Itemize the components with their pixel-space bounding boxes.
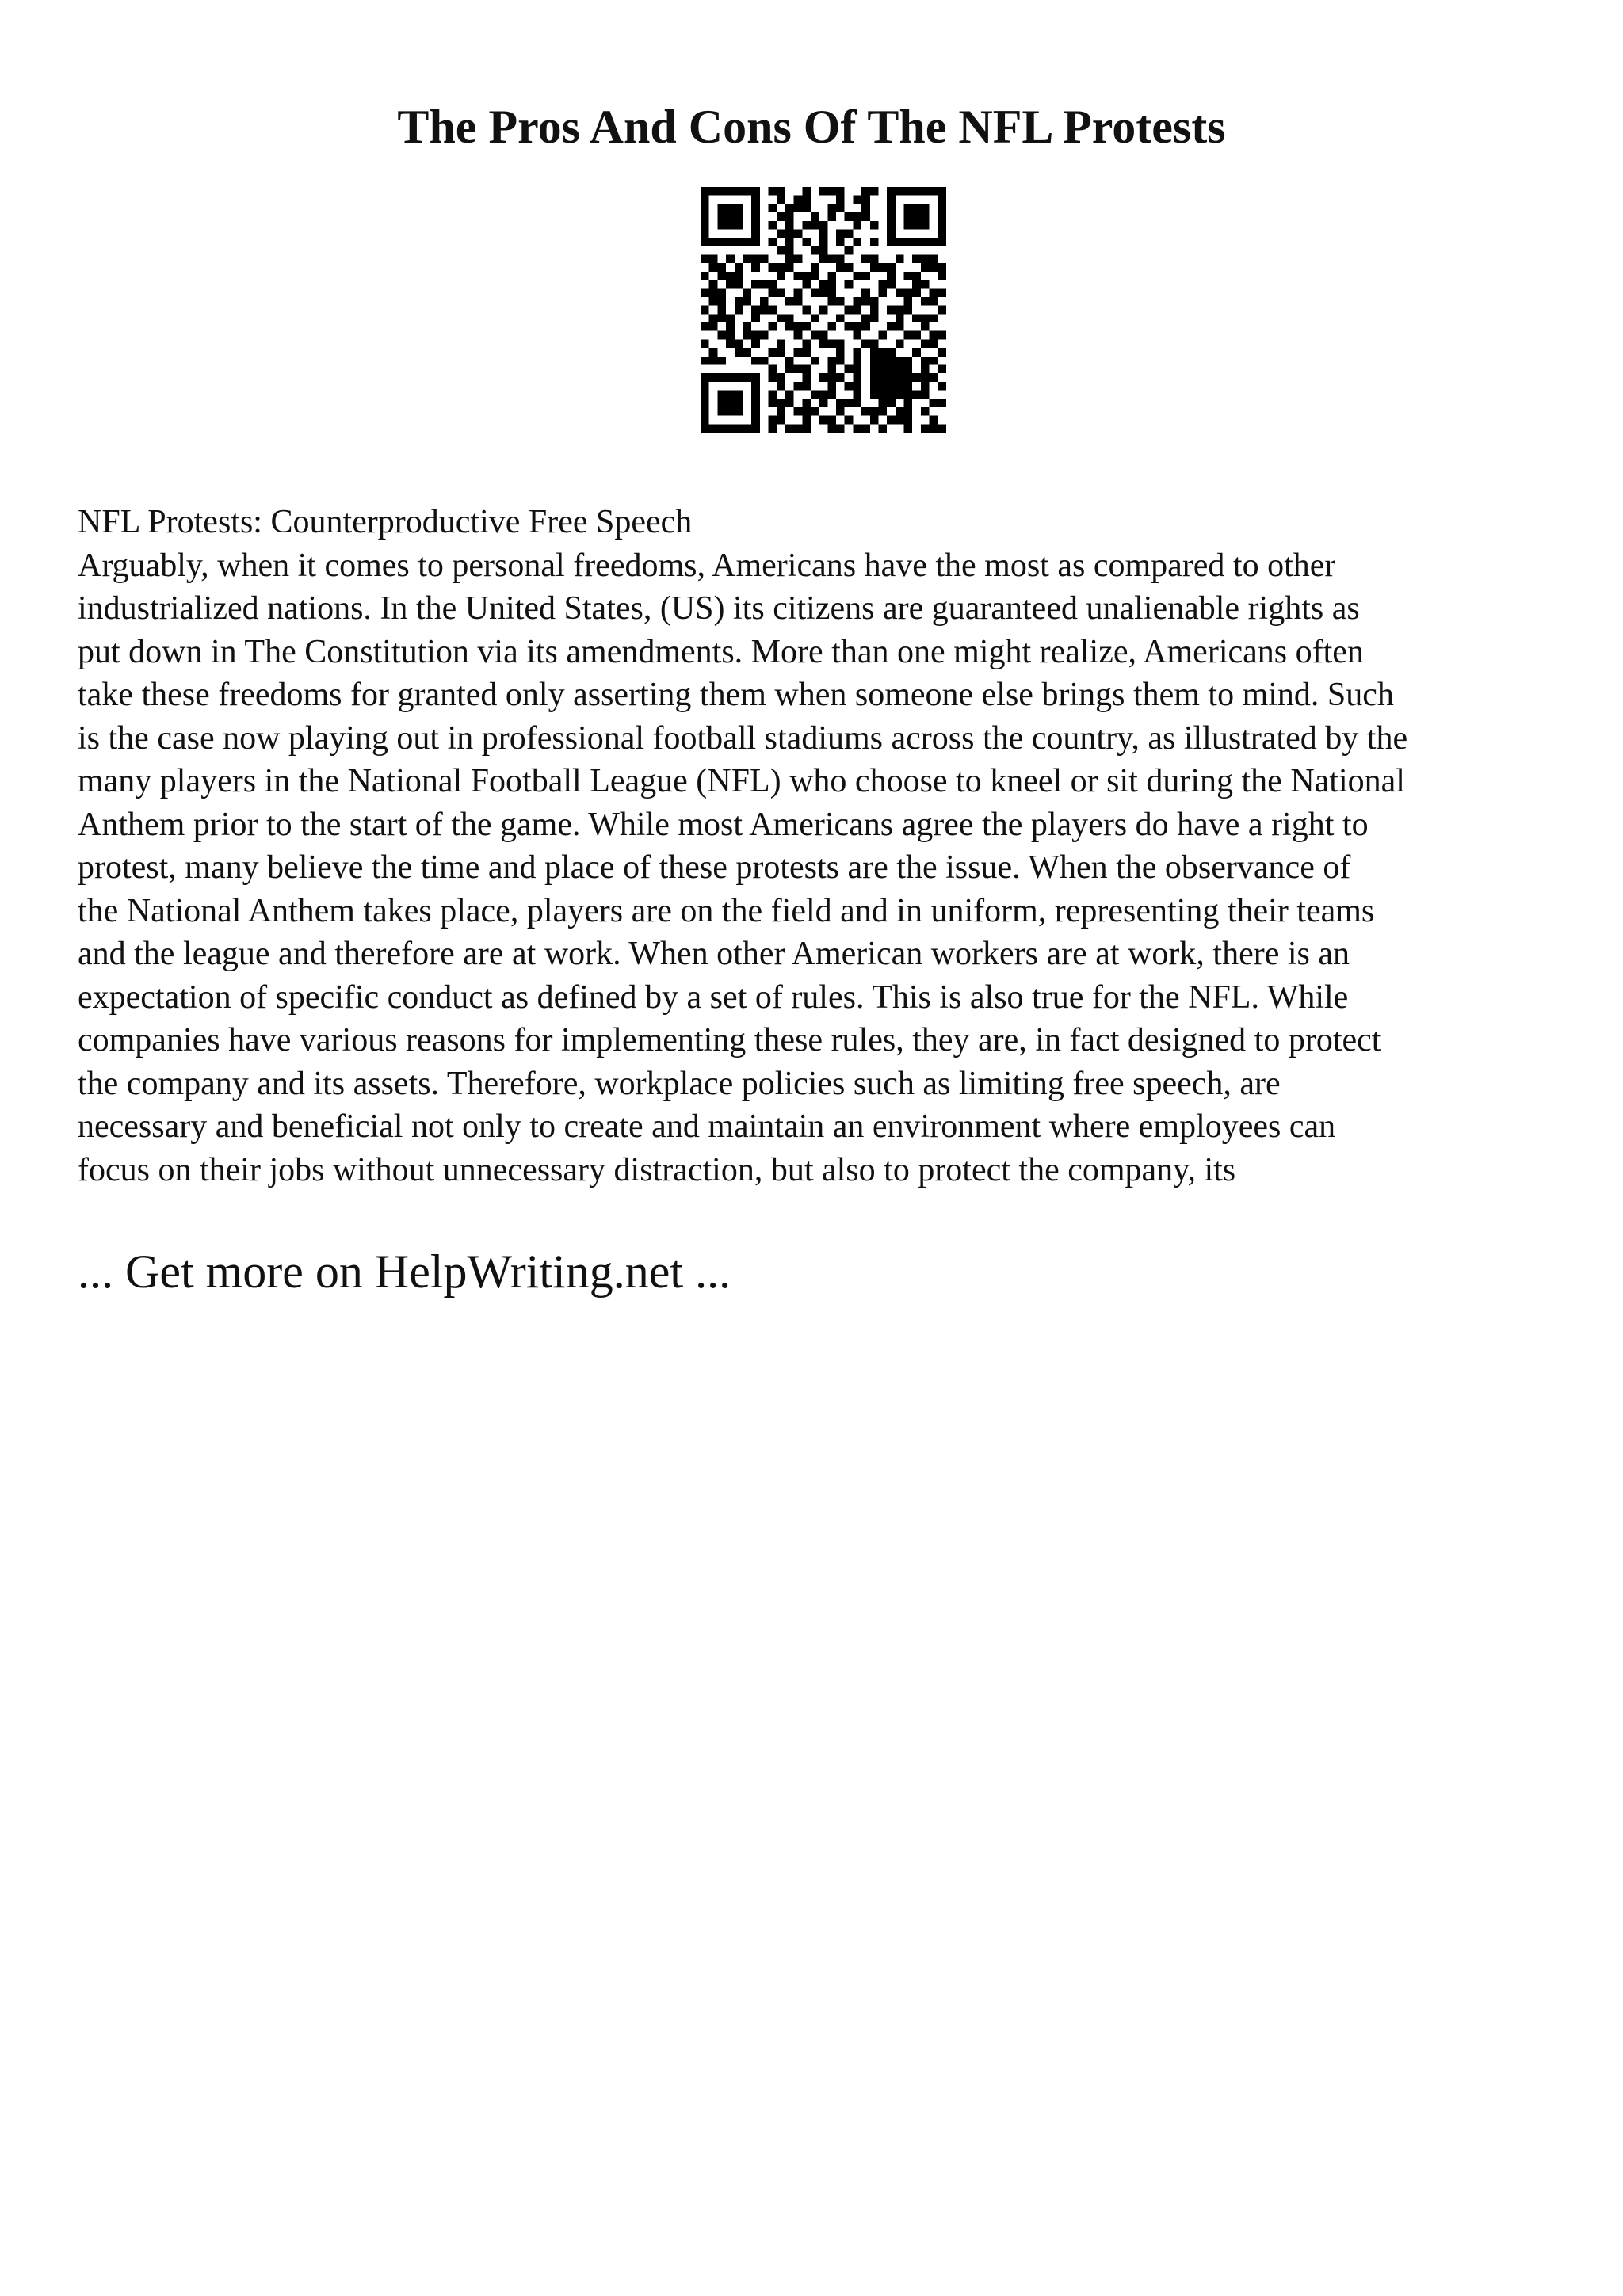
qr-code-graphic: [701, 187, 946, 433]
body-line: many players in the National Football League (NFL) who choose to kneel or sit during the National: [78, 763, 1405, 799]
get-more-link[interactable]: ... Get more on HelpWriting.net ...: [78, 1245, 731, 1298]
body-line: focus on their jobs without unnecessary distraction, but also to protect the company, its: [78, 1151, 1236, 1188]
qr-code-icon: [701, 187, 946, 433]
body-line: take these freedoms for granted only asserting them when someone else brings them to mind. Such: [78, 677, 1394, 713]
body-line: put down in The Constitution via its amendments. More than one might realize, Americans often: [78, 633, 1364, 670]
document-title: The Pros And Cons Of The NFL Protests: [397, 101, 1226, 153]
body-paragraph: [78, 544, 1568, 1192]
body-line: the company and its assets. Therefore, workplace policies such as limiting free speech, are: [78, 1065, 1281, 1102]
body-line: expectation of specific conduct as defined by a set of rules. This is also true for the NFL. While: [78, 978, 1349, 1016]
body-line: the National Anthem takes place, players are on the field and in uniform, representing their teams: [78, 892, 1375, 929]
document-body: [78, 501, 1568, 1192]
body-line: protest, many believe the time and place of these protests are the issue. When the observance of: [78, 849, 1351, 886]
body-line: Anthem prior to the start of the game. While most Americans agree the players do have a right to: [78, 806, 1369, 843]
section-heading: NFL Protests: Counterproductive Free Speech: [78, 504, 693, 540]
body-line: is the case now playing out in professional football stadiums across the country, as illustrated by the: [78, 719, 1408, 757]
body-line: Arguably, when it comes to personal freedoms, Americans have the most as compared to other: [78, 547, 1336, 584]
body-line: companies have various reasons for implementing these rules, they are, in fact designed to protect: [78, 1022, 1381, 1058]
body-line: and the league and therefore are at work. When other American workers are at work, there is an: [78, 936, 1350, 972]
body-line: necessary and beneficial not only to create and maintain an environment where employees can: [78, 1108, 1336, 1145]
body-line: industrialized nations. In the United States, (US) its citizens are guaranteed unalienable rights as: [78, 590, 1360, 627]
